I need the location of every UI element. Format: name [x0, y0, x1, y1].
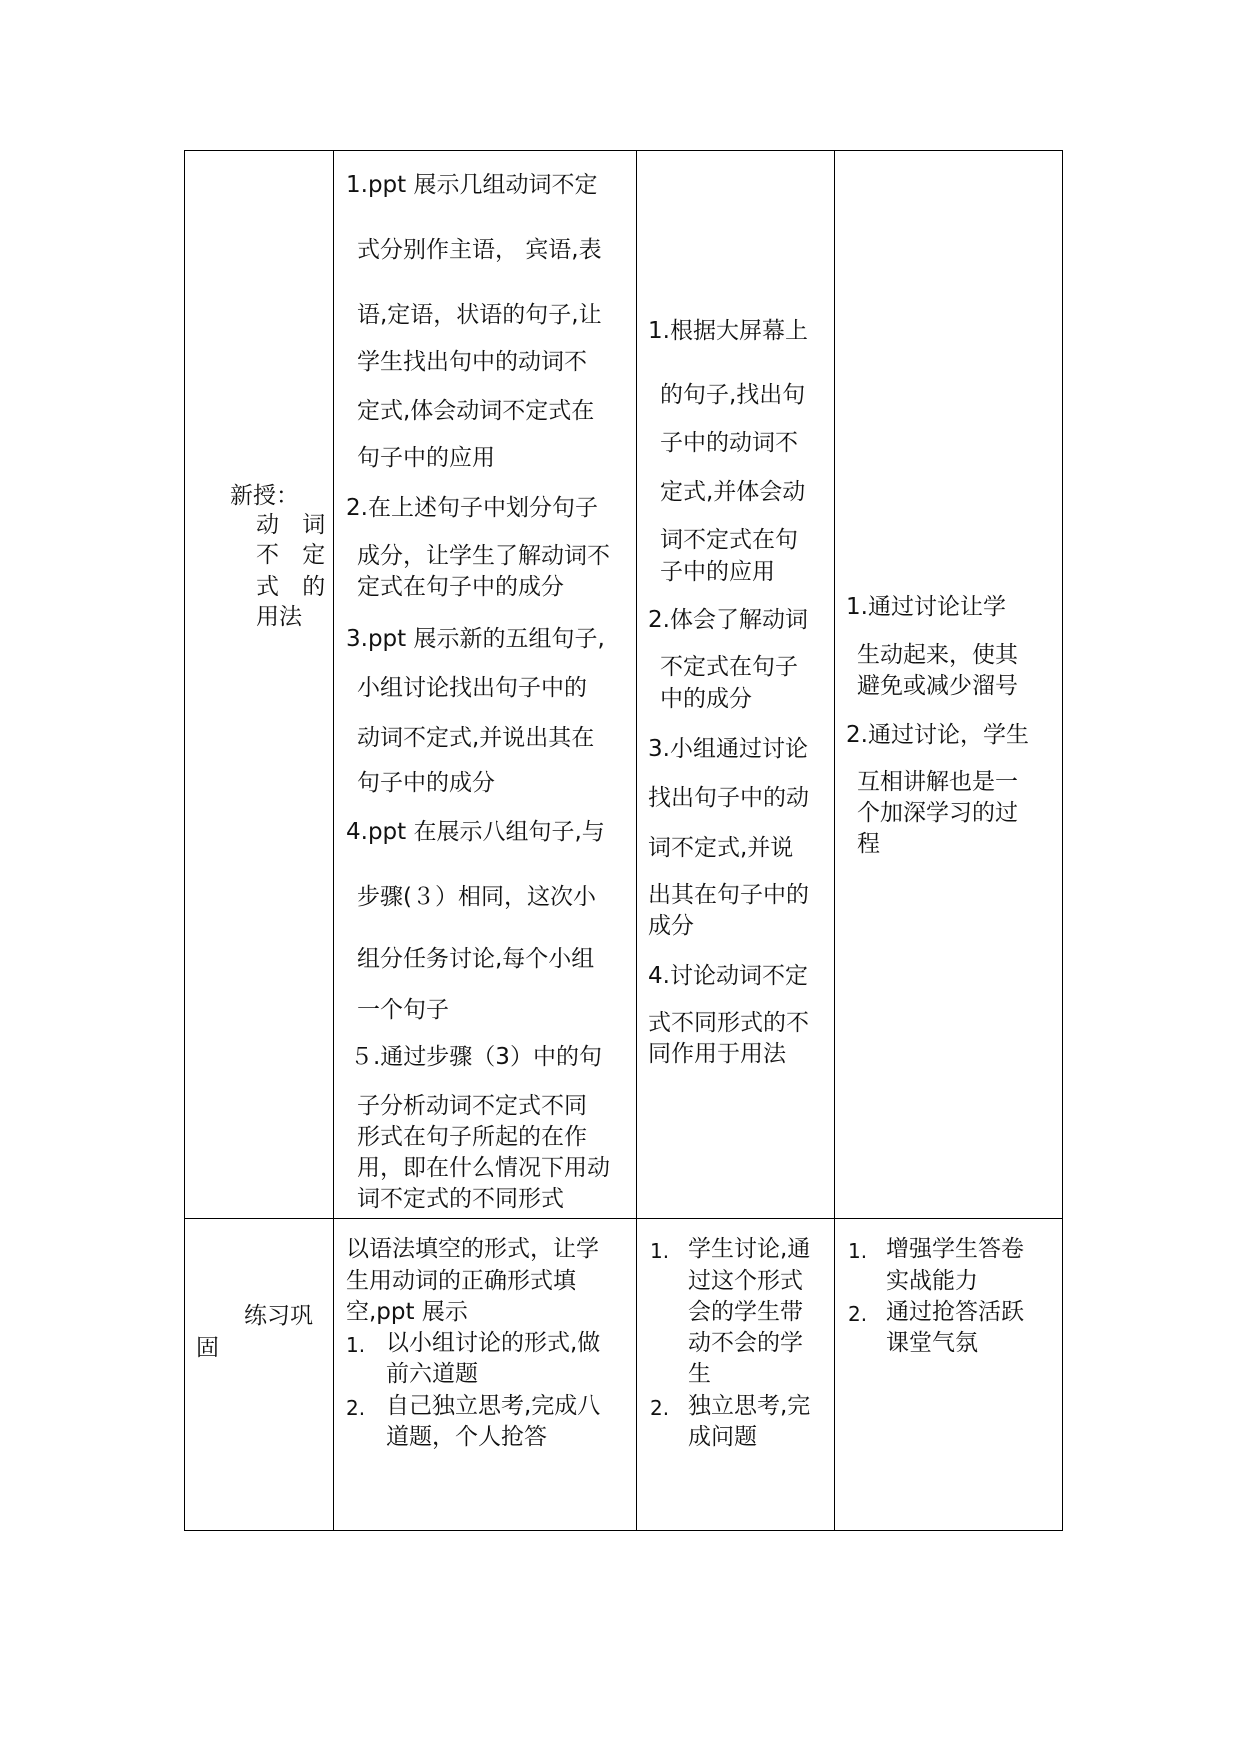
cell-line: 用法	[256, 604, 302, 630]
cell-line: 3.ppt 展示新的五组句子,	[346, 626, 605, 652]
cell-line: 增强学生答卷	[886, 1236, 1024, 1262]
cell-line: 句子中的成分	[357, 770, 495, 796]
cell-line: 学生找出句中的动词不	[357, 349, 587, 375]
cell-line: 不 定	[256, 542, 334, 568]
cell-line: 动 词	[256, 512, 334, 538]
cell-line: 同作用于用法	[648, 1041, 786, 1067]
cell-line: 成问题	[688, 1424, 757, 1450]
cell-line: 过这个形式	[688, 1268, 803, 1294]
cell-line: 一个句子	[357, 997, 449, 1023]
cell-line: 生动起来，使其	[857, 642, 1018, 668]
cell-line: 道题，个人抢答	[386, 1424, 547, 1450]
cell-line: 新授：	[230, 483, 299, 509]
cell-line: 子中的动词不	[660, 430, 798, 456]
cell-line: 式 的	[256, 574, 334, 600]
cell-line: 不定式在句子	[660, 654, 798, 680]
cell-line: 语,定语，状语的句子,让	[357, 302, 602, 328]
cell-line: 词不定式,并说	[648, 835, 794, 861]
cell-line: 空,ppt 展示	[346, 1299, 468, 1325]
list-number: 2.	[346, 1396, 366, 1420]
column-divider	[834, 150, 835, 1531]
cell-line: 子分析动词不定式不同	[357, 1093, 587, 1119]
cell-line: 生	[688, 1361, 711, 1387]
cell-line: 独立思考,完	[688, 1393, 811, 1419]
cell-line: 以小组讨论的形式,做	[386, 1330, 601, 1356]
cell-line: ５.通过步骤（3）中的句	[350, 1044, 602, 1070]
cell-line: 1.通过讨论让学	[846, 594, 1006, 620]
cell-line: 前六道题	[386, 1361, 478, 1387]
cell-line: 避免或减少溜号	[857, 673, 1018, 699]
cell-line: 互相讲解也是一	[857, 769, 1018, 795]
cell-line: 的句子,找出句	[660, 382, 806, 408]
list-number: 1.	[346, 1333, 366, 1357]
cell-line: 中的成分	[660, 686, 752, 712]
cell-line: 2.通过讨论，学生	[846, 722, 1029, 748]
list-number: 1.	[848, 1239, 868, 1263]
cell-line: 定式,并体会动	[660, 479, 806, 505]
cell-line: 出其在句子中的	[648, 882, 809, 908]
row-divider	[184, 1218, 1063, 1219]
cell-line: 生用动词的正确形式填	[346, 1268, 576, 1294]
cell-line: 步骤(３）相同，这次小	[357, 884, 596, 910]
cell-line: 课堂气氛	[886, 1330, 978, 1356]
cell-line: 式分别作主语， 宾语,表	[357, 237, 602, 263]
cell-line: 个加深学习的过	[857, 800, 1018, 826]
column-divider	[636, 150, 637, 1531]
cell-line: 句子中的应用	[357, 445, 495, 471]
cell-line: 通过抢答活跃	[886, 1299, 1024, 1325]
cell-line: 组分任务讨论,每个小组	[357, 946, 595, 972]
list-number: 2.	[650, 1396, 670, 1420]
cell-line: 动不会的学	[688, 1330, 803, 1356]
cell-line: 成分，让学生了解动词不	[357, 543, 610, 569]
cell-line: 式不同形式的不	[648, 1010, 809, 1036]
cell-line: 1.根据大屏幕上	[648, 318, 808, 344]
cell-line: 定式,体会动词不定式在	[357, 398, 595, 424]
cell-line: 词不定式的不同形式	[357, 1186, 564, 1212]
cell-line: 用，即在什么情况下用动	[357, 1155, 610, 1181]
cell-line: 练习巩	[244, 1303, 313, 1329]
list-number: 2.	[848, 1302, 868, 1326]
cell-line: 固	[196, 1335, 219, 1361]
cell-line: 4.ppt 在展示八组句子,与	[346, 819, 605, 845]
cell-line: 动词不定式,并说出其在	[357, 725, 595, 751]
list-number: 1.	[650, 1239, 670, 1263]
cell-line: 定式在句子中的成分	[357, 574, 564, 600]
cell-line: 自己独立思考,完成八	[386, 1393, 601, 1419]
cell-line: 以语法填空的形式，让学	[346, 1236, 599, 1262]
cell-line: 形式在句子所起的在作	[357, 1124, 587, 1150]
cell-line: 3.小组通过讨论	[648, 736, 808, 762]
cell-line: 词不定式在句	[660, 527, 798, 553]
cell-line: 1.ppt 展示几组动词不定	[346, 172, 598, 198]
cell-line: 程	[857, 831, 880, 857]
cell-line: 成分	[648, 913, 694, 939]
cell-line: 找出句子中的动	[648, 785, 809, 811]
cell-line: 子中的应用	[660, 559, 775, 585]
column-divider	[333, 150, 334, 1531]
cell-line: 学生讨论,通	[688, 1236, 811, 1262]
cell-line: 4.讨论动词不定	[648, 963, 808, 989]
cell-line: 2.体会了解动词	[648, 607, 808, 633]
cell-line: 实战能力	[886, 1268, 978, 1294]
cell-line: 2.在上述句子中划分句子	[346, 495, 598, 521]
cell-line: 小组讨论找出句子中的	[357, 675, 587, 701]
cell-line: 会的学生带	[688, 1299, 803, 1325]
